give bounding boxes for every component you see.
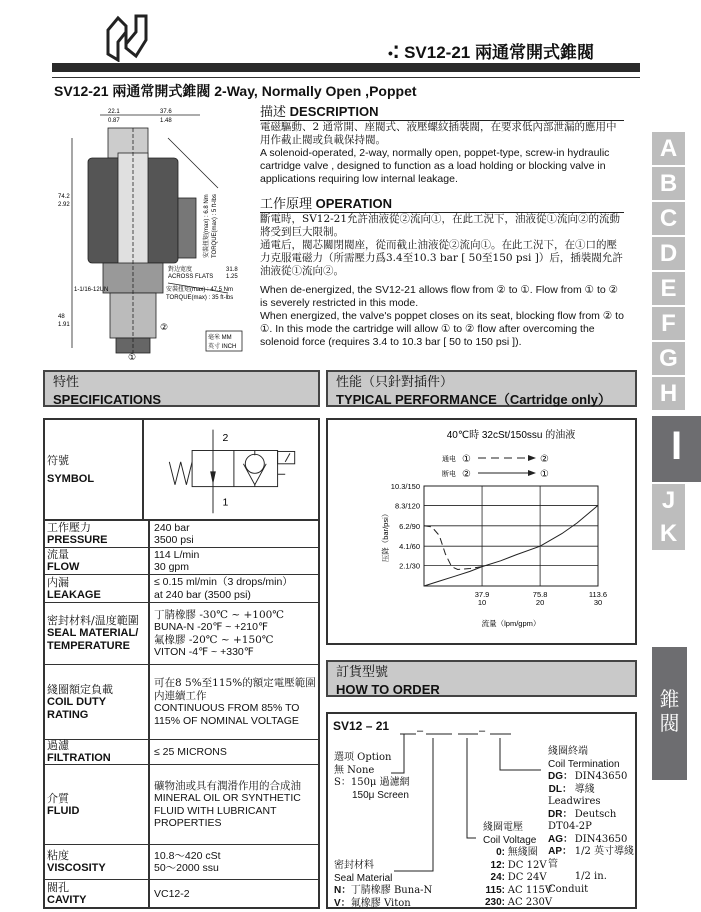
order-option: 1/2 in. Conduit	[548, 871, 607, 895]
svg-text:對边宽度: 對边宽度	[168, 267, 193, 273]
specifications-header: 特性 SPECIFICATIONS	[43, 370, 320, 407]
spec-row-seal: 密封材料/温度範圍 SEAL MATERIAL/ TEMPERATURE 丁腈橡膠 -30℃ ~ +100℃ BUNA-N -20℉ ~ +210℉ 氟橡膠 -20℃ ~ +150℃ VITON -4℉ ~ +330℉	[43, 603, 320, 665]
y-tick-label: 10.3/150	[390, 482, 420, 491]
order-header: 訂貨型號 HOW TO ORDER	[326, 660, 637, 697]
logo	[104, 10, 150, 62]
y-axis-label: 压降（bar/psi）	[381, 509, 390, 563]
legend-arrow	[528, 470, 536, 476]
spec-row-flow: 流量 FLOW 114 L/min 30 gpm	[43, 548, 320, 575]
svg-text:37.6: 37.6	[160, 109, 172, 115]
side-tab-e[interactable]: E	[652, 272, 685, 305]
performance-chart	[326, 418, 637, 645]
svg-text:TORQUE(max) : 5 ft-lbs: TORQUE(max) : 5 ft-lbs	[212, 194, 218, 258]
x-tick-label: 20	[535, 598, 545, 607]
spec-row-coil: 綫圈額定負載 COIL DUTY RATING 可在8 5%至115%的額定電壓範圍内連續工作 CONTINUOUS FROM 85% TO 115% OF NOMINAL VOLTAGE	[43, 665, 320, 740]
svg-text:2.92: 2.92	[58, 202, 70, 208]
side-tab-k[interactable]: K	[652, 517, 685, 550]
legend-arrow	[528, 455, 536, 461]
order-option: DG： DIN43650	[548, 771, 628, 782]
svg-text:ACROSS FLATS: ACROSS FLATS	[168, 274, 214, 280]
svg-text:48: 48	[58, 314, 65, 320]
description-heading: 描述 DESCRIPTION	[260, 104, 624, 121]
header-bar	[52, 63, 640, 72]
svg-text:1: 1	[222, 497, 229, 509]
spec-row-filtration: 過濾 FILTRATION ≤ 25 MICRONS	[43, 740, 320, 765]
svg-text:安裝扭矩(max) : 6.8 Nm: 安裝扭矩(max) : 6.8 Nm	[204, 194, 210, 258]
svg-text:毫米 MM: 毫米 MM	[208, 335, 232, 341]
svg-text:安裝扭矩(max) : 47.5 Nm: 安裝扭矩(max) : 47.5 Nm	[166, 287, 234, 293]
legend-from: ②	[462, 469, 471, 480]
svg-text:–: –	[417, 725, 424, 737]
side-tab-j[interactable]: J	[652, 484, 685, 517]
svg-text:1.25: 1.25	[226, 274, 238, 280]
side-tab-g[interactable]: G	[652, 342, 685, 375]
svg-text:22.1: 22.1	[108, 109, 120, 115]
svg-text:1-1/16-12UN: 1-1/16-12UN	[74, 287, 109, 293]
svg-text:1.91: 1.91	[58, 322, 70, 328]
y-tick-label: 6.2/90	[399, 521, 420, 531]
page-title: SV12-21 兩通常開式錐閥 2-Way, Normally Open ,Poppet	[54, 83, 417, 99]
order-option: AG： DIN43650	[548, 833, 628, 845]
spec-row-pressure: 工作壓力 PRESSURE 240 bar 3500 psi	[43, 520, 320, 548]
x-axis-label: 流量（lpm/gpm）	[481, 619, 541, 628]
side-tab-b[interactable]: B	[652, 167, 685, 200]
x-tick-label: 75.8	[532, 590, 548, 599]
spec-row-cavity: 閥孔 CAVITY VC12-2	[43, 880, 320, 909]
y-tick-label: 4.1/60	[399, 542, 420, 552]
order-option: 230: AC 230V	[484, 897, 553, 908]
svg-text:2: 2	[222, 433, 229, 444]
series-line-solid	[424, 505, 598, 586]
order-option: N： 丁腈橡膠 Buna-N	[334, 885, 433, 896]
svg-text:TORQUE(max) : 35 ft-lbs: TORQUE(max) : 35 ft-lbs	[166, 295, 234, 301]
order-option: 115: AC 115V	[485, 884, 553, 896]
legend-label: 断电	[442, 471, 456, 478]
order-option: 12: DC 12V	[490, 859, 547, 871]
header-title: •⁚ SV12-21 兩通常開式錐閥	[388, 43, 594, 62]
svg-text:74.2: 74.2	[58, 194, 70, 200]
legend-from: ①	[462, 454, 471, 465]
y-tick-label: 2.1/30	[399, 561, 420, 571]
plot-frame	[424, 486, 598, 586]
legend-to: ②	[540, 454, 549, 465]
x-tick-label: 113.6	[588, 590, 608, 599]
svg-text:0.87: 0.87	[108, 118, 120, 124]
x-tick-label: 30	[593, 598, 603, 607]
x-tick-label: 10	[477, 598, 487, 607]
svg-text:英寸 INCH: 英寸 INCH	[208, 344, 237, 350]
order-option: DL： 導綫 Leadwires	[548, 783, 601, 807]
chart-title: 40℃時 32cSt/150ssu 的油液	[446, 430, 576, 441]
side-tab-d[interactable]: D	[652, 237, 685, 270]
divider	[52, 77, 640, 78]
side-tab-c[interactable]: C	[652, 202, 685, 235]
order-option: DR： Deutsch DT04-2P	[548, 808, 617, 832]
valve-cross-section-drawing	[48, 108, 248, 363]
spec-row-leakage: 内漏 LEAKAGE ≤ 0.15 ml/min（3 drops/min） at 240 bar (3500 psi)	[43, 575, 320, 603]
spec-row-viscosity: 粘度 VISCOSITY 10.8～420 cSt 50～2000 ssu	[43, 845, 320, 880]
y-tick-label: 8.3/120	[394, 501, 420, 511]
order-option: 24: DC 24V	[490, 872, 547, 883]
series-line-dashed	[424, 526, 482, 570]
spec-row-fluid: 介質 FLUID 礦物油或具有潤滑作用的合成油 MINERAL OIL OR SYNTHETIC FLUID WITH LUBRICANT PROPERTIES	[43, 765, 320, 845]
legend-label: 通电	[442, 456, 456, 463]
order-option: AP： 1/2 英寸導綫管	[548, 846, 635, 870]
operation-heading: 工作原理 OPERATION	[260, 196, 624, 213]
side-category-label: 錐閥	[652, 647, 687, 780]
performance-header: 性能（只針對插件） TYPICAL PERFORMANCE（Cartridge only）	[326, 370, 637, 407]
order-model: SV12 – 21	[333, 719, 390, 733]
side-tab-a[interactable]: A	[652, 132, 685, 165]
spec-row-symbol: 符號 SYMBOL 2 1	[43, 418, 320, 520]
svg-text:1.48: 1.48	[160, 118, 172, 124]
side-tab-i[interactable]: I	[652, 416, 701, 482]
order-option: V： 氟橡膠 Viton	[334, 897, 411, 909]
order-option: 0: 無綫圈	[496, 847, 538, 858]
side-tab-f[interactable]: F	[652, 307, 685, 340]
side-tab-h[interactable]: H	[652, 377, 685, 410]
svg-text:–: –	[479, 725, 486, 737]
svg-text:31.8: 31.8	[226, 267, 238, 273]
x-tick-label: 37.9	[474, 590, 490, 599]
description-section: 描述 DESCRIPTION 電磁驅動、2 通常開、座閥式、液壓螺紋插裝閥，在要求低內部泄漏的應用中用作截止閥或負載保持閥。 A solenoid-operated, 2-way, normally open, poppet-type, screw-in hydraulic cartridge valve , designed to function as a load holding or blocking valve in applications requiring low internal leakage. 工作原理 OPERATION 斷電時，SV12-21允許油液從②流向①，在此工況下，油液從①流向②的流動將受到巨大限制。 通電后，閥芯關閉閥座，從而截止油液從②流向①。在此工況下，在①口的壓力克服電磁力（所需壓力爲3.4至10.3 bar [ 50至150 psi ]）后，插裝閥允許油液從①流向②。 When de-energized, the SV12-21 allows flow from ② to ①. Flow from ① to ② is severely restricted in this mode. When energized, the valve's poppet closes on its seat, blocking flow from ② to ①. In this mode the cartridge will allow ① to ② flow after overcoming the solenoid force (requires 3.4 to 10.3 bar [ 50 to 150 psi ]).	[260, 104, 624, 348]
legend-to: ①	[540, 469, 549, 480]
valve-symbol	[148, 422, 316, 517]
order-code-box: SV12 – 21 – – 選项 Option 無 None S：150μ 過濾網 150μ Screen 密封材料 Seal Material N： 丁腈橡膠 Buna-N V： 氟橡膠 Viton 綫圈電壓 Coil Voltage 0: 無綫圈 12: DC 12V 24: DC 24V 115: AC 115V 230: AC 230V 綫圈終端 Coil Termination DG： DIN43650 DL： 導綫 Leadwires DR： Deutsch DT04-2P AG： DIN43650 AP： 1/2 英寸導綫管 1/2 in. Conduit	[326, 712, 637, 909]
svg-text:②: ②	[160, 322, 169, 332]
svg-text:①: ①	[128, 352, 137, 362]
